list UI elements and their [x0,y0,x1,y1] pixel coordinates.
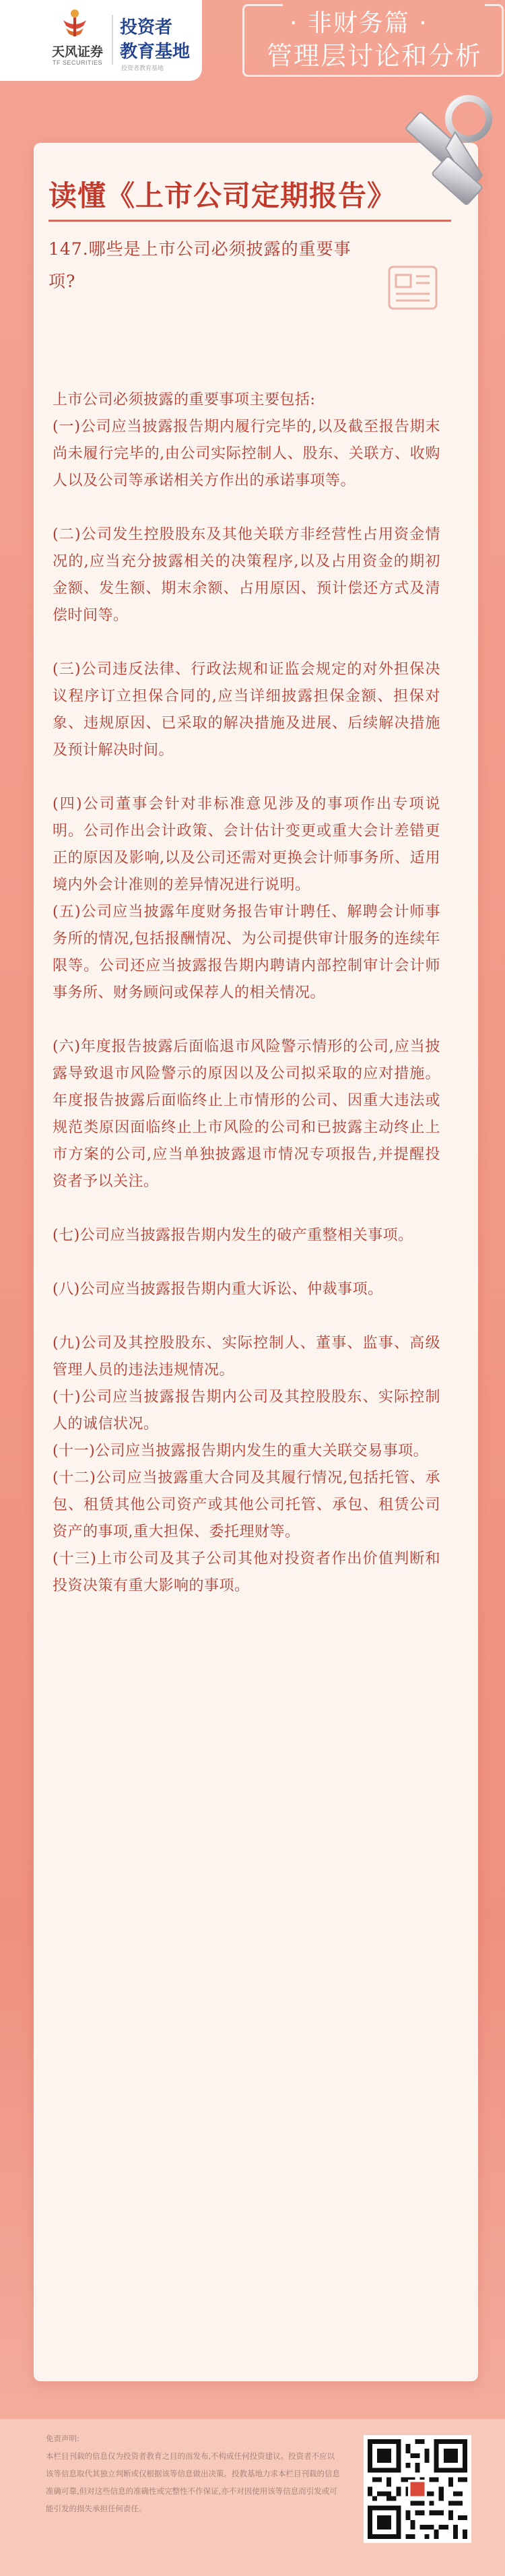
paragraph-item: (五)公司应当披露年度财务报告审计聘任、解聘会计师事务所的情况,包括报酬情况、为公司提供审计服务的连续年限等。公司还应当披露报告期内聘请内部控制审计会计师事务所、财务顾问或保荐人的相关情况。 [53,904,440,1001]
paragraph-item: (一)公司应当披露报告期内履行完毕的,以及截至报告期末尚未履行完毕的,由公司实际控制人、股东、关联方、收购人以及公司等承诺相关方作出的承诺事项等。 [53,418,440,489]
question-heading: 147.哪些是上市公司必须披露的重要事项? [48,239,351,291]
brand-subtitle: TF SECURITIES [52,59,102,66]
paragraph-item: (二)公司发生控股股东及其他关联方非经营性占用资金情况的,应当充分披露相关的决策程序,以及占用资金的期初金额、发生额、期末余额、占用原因、预计偿还方式及清偿时间等。 [53,526,440,624]
paper-clip-icon [399,88,500,216]
title-divider [48,220,451,222]
paragraph-item: (四)公司董事会针对非标准意见涉及的事项作出专项说明。公司作出会计政策、会计估计变更或重大会计差错更正的原因及影响,以及公司还需对更换会计师事务所、适用境内外会计准则的差异情况进行说明。 [53,796,440,893]
qr-code-icon [368,2439,467,2539]
logo-divider [112,15,113,65]
section-topic: 管理层讨论和分析 [267,41,483,71]
paragraph-item: (十一)公司应当披露报告期内发生的重大关联交易事项。 [53,1443,429,1459]
paragraph-intro: 上市公司必须披露的重要事项主要包括: [53,391,316,408]
document-icon [386,264,439,311]
disclaimer-body: 本栏目刊载的信息仅为投资者教育之目的而发布,不构成任何投资建议。投资者不应以该等信息取代其独立判断或仅根据该等信息做出决策。投教基地力求本栏目刊载的信息准确可靠,但对这些信息的准确性或完整性不作保证,亦不对因使用该等信息而引发或可能引发的损失承担任何责任。 [46,2451,340,2513]
article-title: 读懂《上市公司定期报告》 [48,179,397,212]
paragraph-item: (三)公司违反法律、行政法规和证监会规定的对外担保决议程序订立担保合同的,应当详细披露担保金额、担保对象、违规原因、已采取的解决措施及进展、后续解决措施及预计解决时间。 [53,661,440,759]
paragraph-item: (十三)上市公司及其子公司其他对投资者作出价值判断和投资决策有重大影响的事项。 [53,1550,440,1594]
disclaimer-title: 免责声明: [46,2434,79,2443]
base-title-line3: 投资者教育基地 [121,65,164,72]
brand-name: 天风证券 [51,44,103,59]
qr-code[interactable] [364,2435,471,2543]
section-tag [242,0,505,81]
paragraph-item: (七)公司应当披露报告期内发生的破产重整相关事项。 [53,1227,413,1244]
paragraph-item: (十二)公司应当披露重大合同及其履行情况,包括托管、承包、租赁其他公司资产或其他公司托管、承包、租赁公司资产的事项,重大担保、委托理财等。 [53,1470,440,1540]
tianfeng-logo-icon [59,8,90,39]
section-category: · 非财务篇 · [290,9,428,37]
paragraph-item: (十)公司应当披露报告期内公司及其控股股东、实际控制人的诚信状况。 [53,1389,440,1433]
header [0,0,505,94]
base-title-line2: 教育基地 [120,42,191,62]
paragraph-item: (八)公司应当披露报告期内重大诉讼、仲裁事项。 [53,1281,383,1298]
logo-block[interactable] [0,0,202,81]
disclaimer [46,2430,342,2517]
article-body [53,387,440,1600]
base-title-line1: 投资者 [120,18,173,38]
paragraph-item: (六)年度报告披露后面临退市风险警示情形的公司,应当披露导致退市风险警示的原因以及公司拟采取的应对措施。年度报告披露后面临终止上市情形的公司、因重大违法或规范类原因面临终止上市风险的公司和已披露主动终止上市方案的公司,应当单独披露退市情况专项报告,并提醒投资者予以关注。 [53,1038,440,1190]
paragraph-item: (九)公司及其控股股东、实际控制人、董事、监事、高级管理人员的违法违规情况。 [53,1335,440,1379]
